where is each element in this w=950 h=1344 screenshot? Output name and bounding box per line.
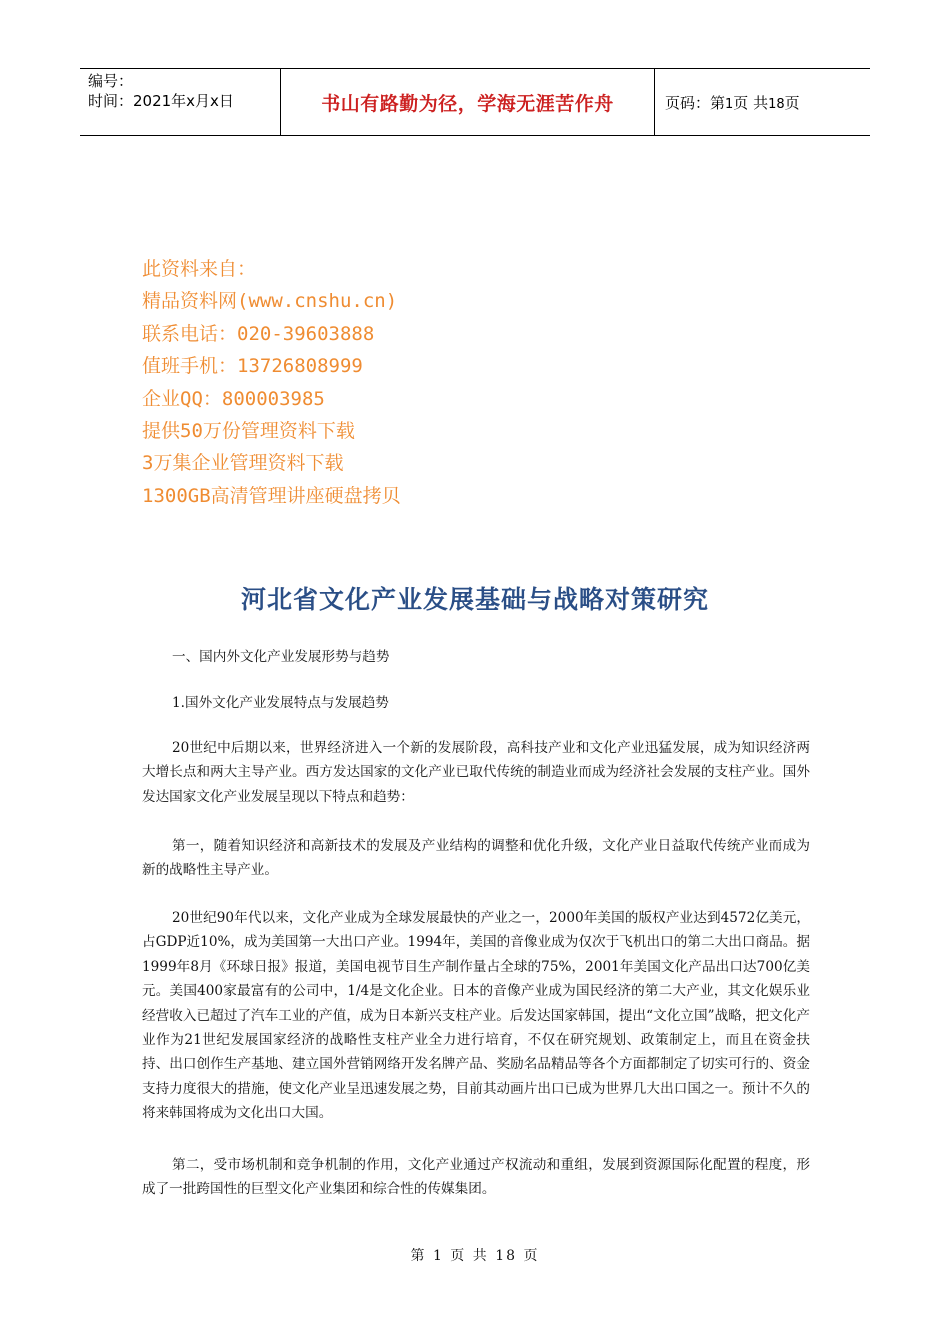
body-paragraph (142, 834, 810, 883)
page-current-number: 1 (725, 96, 734, 112)
page-end-label: 页 (784, 93, 800, 112)
source-line: 此资料来自： (142, 258, 257, 280)
body-paragraph (142, 736, 810, 809)
source-mobile: 值班手机：13726808999 (142, 355, 363, 378)
document-title: 河北省文化产业发展基础与战略对策研究 (240, 585, 709, 614)
subsection-heading (142, 691, 810, 715)
section-heading (142, 645, 810, 669)
section-heading-text: 一、国内外文化产业发展形势与趋势 (172, 649, 390, 665)
paragraph-text: 第一，随着知识经济和高新技术的发展及产业结构的调整和优化升级，文化产业日益取代传统产业而成为新的战略性主导产业。 (142, 838, 810, 879)
body-paragraph (142, 1153, 810, 1202)
header-page-info (665, 92, 800, 113)
paragraph-text: 20世纪90年代以来，文化产业成为全球发展最快的产业之一，2000年美国的版权产业达到4572亿美元，占GDP近10%，成为美国第一大出口产业。1994年，美国的音像业成为仅次于飞机出口的第二大出口商品。据1999年8月《环球日报》报道，美国电视节目生产制作量占全球的75%，2001年美国文化产品出口达700亿美元。美国400家最富有的公司中，1/4是文化企业。日本的音像产业成为国民经济的第二大产业，其文化娱乐业经营收入已超过了汽车工业的产值，成为日本新兴支柱产业。后发达国家韩国，提出“文化立国”战略，把文化产业作为21世纪发展国家经济的战略性支柱产业全力进行培育，不仅在研究规划、政策制定上，而且在资金扶持、出口创作生产基地、建立国外营销网络开发名牌产品、奖励名品精品等各个方面都制定了切实可行的、资金支持力度很大的措施，使文化产业呈迅速发展之势，目前其动画片出口已成为世界几大出口国之一。预计不久的将来韩国将成为文化出口大国。 (142, 910, 810, 1122)
page-total-number: 18 (768, 96, 785, 112)
header-motto: 书山有路勤为径，学海无涯苦作舟 (321, 92, 614, 115)
paragraph-text: 第二，受市场机制和竞争机制的作用，文化产业通过产权流动和重组，发展到资源国际化配置的程度，形成了一批跨国性的巨型文化产业集团和综合性的传媒集团。 (142, 1157, 810, 1198)
document-number-label: 编号： (88, 72, 134, 90)
source-phone: 联系电话：020-39603888 (142, 322, 375, 345)
header-table (80, 68, 870, 136)
paragraph-text: 20世纪中后期以来，世界经济进入一个新的发展阶段，高科技产业和文化产业迅猛发展，成为知识经济两大增长点和两大主导产业。西方发达国家的文化产业已取代传统的制造业而成为经济社会发展的支柱产业。国外发达国家文化产业发展呈现以下特点和趋势： (142, 740, 810, 805)
document-time-label: 时间：2021年x月x日 (88, 92, 234, 110)
source-qq: 企业QQ：800003985 (142, 387, 325, 410)
header-meta-cell (80, 69, 281, 135)
page-label: 页码：第 (665, 93, 726, 112)
header-page-cell (655, 69, 870, 135)
page-footer: 第 1 页 共 18 页 (410, 1248, 540, 1264)
body-paragraph (142, 906, 810, 1126)
source-website: 精品资料网(www.cnshu.cn) (142, 290, 398, 313)
source-info-block (142, 253, 401, 512)
page-mid-label: 页 共 (733, 93, 769, 112)
header-motto-cell (281, 69, 655, 135)
source-line: 3万集企业管理资料下载 (142, 452, 344, 475)
source-line: 提供50万份管理资料下载 (142, 420, 355, 443)
subsection-heading-text: 1.国外文化产业发展特点与发展趋势 (172, 695, 389, 711)
source-line: 1300GB高清管理讲座硬盘拷贝 (142, 484, 401, 507)
